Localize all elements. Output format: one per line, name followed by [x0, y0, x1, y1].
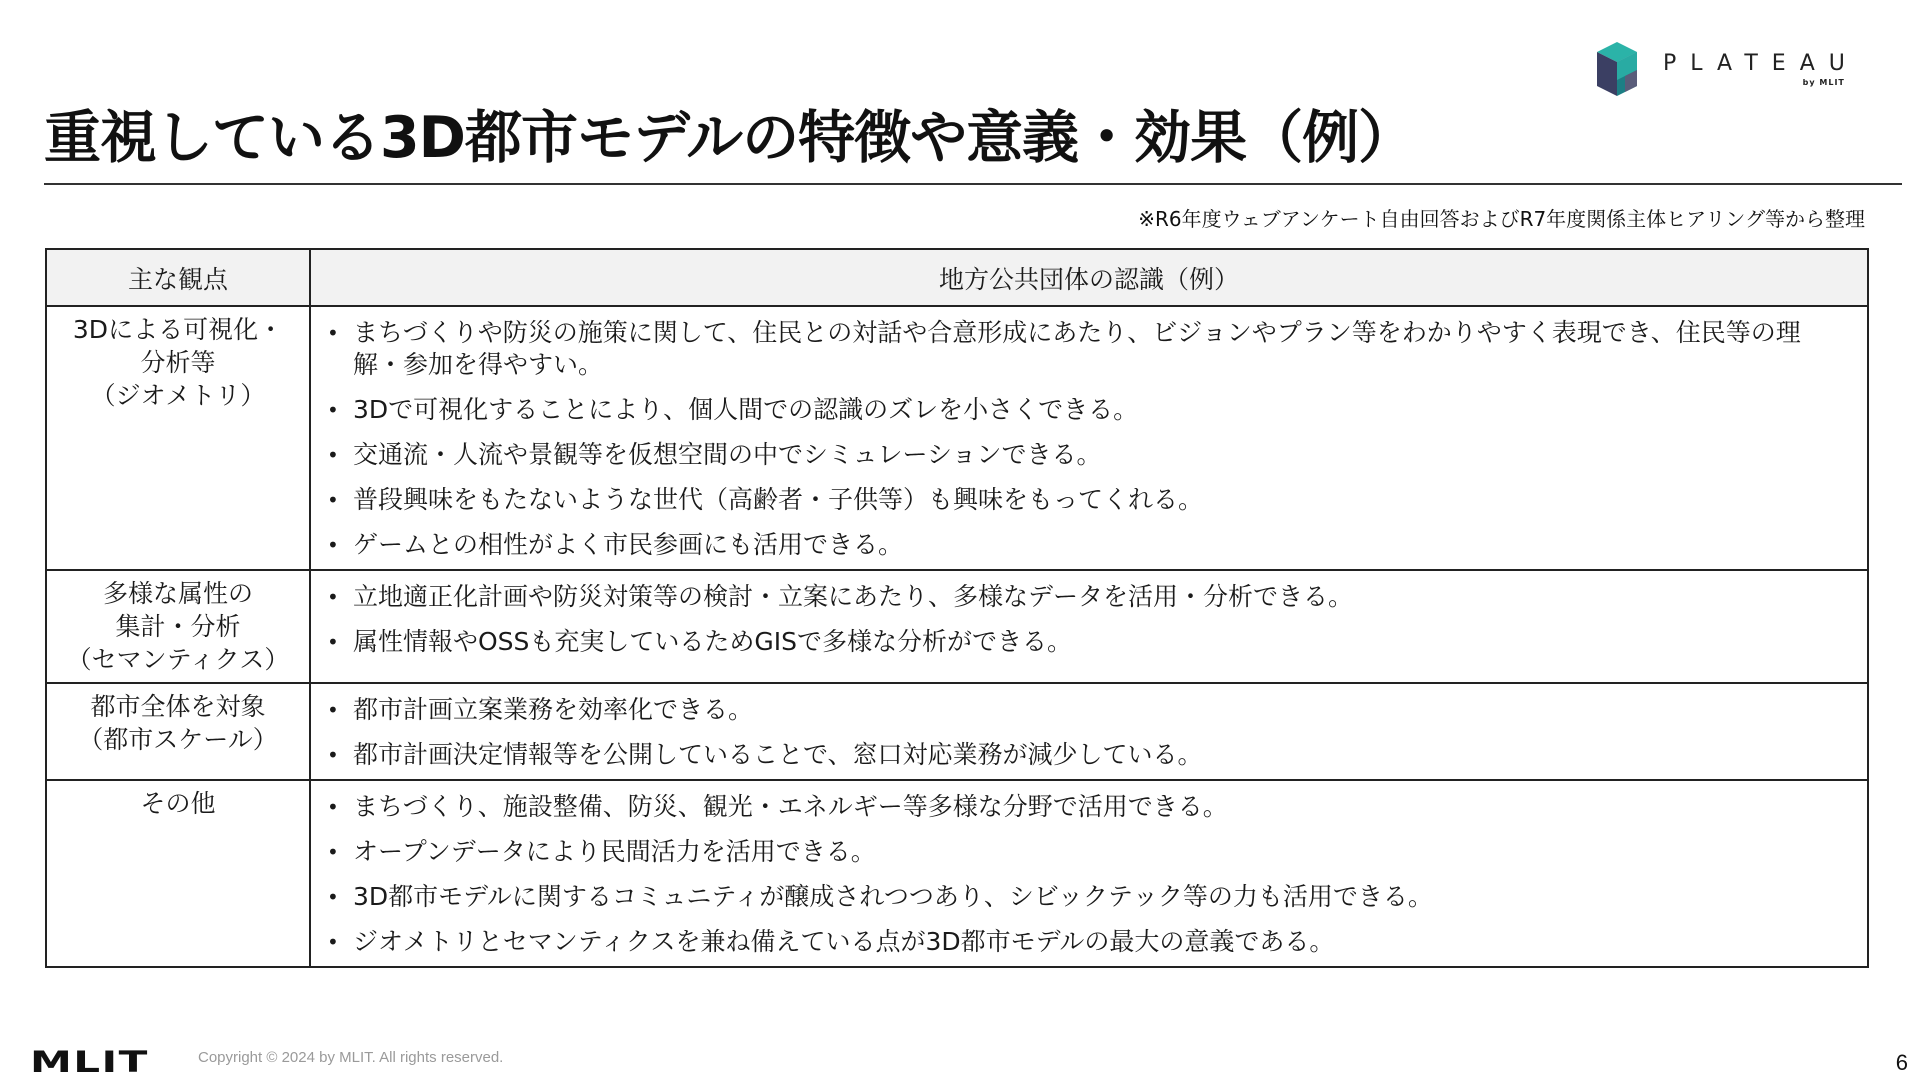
page-title: 重視している3D都市モデルの特徴や意義・効果（例）: [44, 105, 1415, 171]
list-item: [323, 581, 1847, 613]
aspect-cell: 都市全体を対象 （都市スケール）: [46, 683, 310, 780]
recognition-list: [323, 791, 1847, 958]
list-item: [323, 881, 1847, 913]
recognition-list: [323, 694, 1847, 771]
plateau-wordmark: PLATEAU: [1663, 51, 1859, 76]
list-item: [323, 394, 1847, 426]
bullet-icon: •: [327, 795, 339, 819]
bullet-icon: •: [327, 930, 339, 954]
header-recognition: 地方公共団体の認識（例）: [310, 249, 1868, 306]
list-item-text: まちづくり、施設整備、防災、観光・エネルギー等多様な分野で活用できる。: [353, 792, 1228, 821]
bullet-icon: •: [327, 443, 339, 467]
table-row: [46, 570, 1868, 683]
list-item: [323, 484, 1847, 516]
list-item-text: 3D都市モデルに関するコミュニティが醸成されつつあり、シビックテック等の力も活用できる。: [353, 882, 1433, 911]
recognition-list: [323, 317, 1847, 561]
plateau-cube-icon: [1595, 40, 1639, 98]
table-row: [46, 683, 1868, 780]
recognition-cell: [310, 683, 1868, 780]
list-item-text: 交通流・人流や景観等を仮想空間の中でシミュレーションできる。: [353, 440, 1102, 469]
list-item: [323, 836, 1847, 868]
aspect-cell: 多様な属性の 集計・分析 （セマンティクス）: [46, 570, 310, 683]
mlit-logo: MLIT: [30, 1045, 149, 1079]
list-item: [323, 626, 1847, 658]
list-item-text: オープンデータにより民間活力を活用できる。: [353, 837, 876, 866]
bullet-icon: •: [327, 585, 339, 609]
source-note: ※R6年度ウェブアンケート自由回答およびR7年度関係主体ヒアリング等から整理: [1138, 207, 1865, 231]
list-item-text: まちづくりや防災の施策に関して、住民との対話や合意形成にあたり、ビジョンやプラン等をわかりやすく表現でき、住民等の理解・参加を得やすい。: [353, 318, 1801, 379]
table-row: [46, 780, 1868, 967]
bullet-icon: •: [327, 840, 339, 864]
list-item: [323, 739, 1847, 771]
perspectives-table: [45, 248, 1869, 968]
list-item: [323, 926, 1847, 958]
aspect-cell: 3Dによる可視化・ 分析等 （ジオメトリ）: [46, 306, 310, 570]
plateau-byline: by MLIT: [1802, 78, 1845, 87]
page-number: 6: [1895, 1050, 1908, 1075]
copyright-notice: Copyright © 2024 by MLIT. All rights reserved.: [198, 1049, 504, 1066]
recognition-cell: [310, 306, 1868, 570]
bullet-icon: •: [327, 398, 339, 422]
aspect-cell: その他: [46, 780, 310, 967]
header-aspect: 主な観点: [46, 249, 310, 306]
bullet-icon: •: [327, 321, 339, 345]
list-item: [323, 694, 1847, 726]
recognition-cell: [310, 780, 1868, 967]
bullet-icon: •: [327, 488, 339, 512]
table-header-row: [46, 249, 1868, 306]
bullet-icon: •: [327, 743, 339, 767]
list-item: [323, 529, 1847, 561]
bullet-icon: •: [327, 630, 339, 654]
recognition-list: [323, 581, 1847, 658]
bullet-icon: •: [327, 885, 339, 909]
list-item: [323, 317, 1847, 381]
list-item-text: 都市計画決定情報等を公開していることで、窓口対応業務が減少している。: [353, 740, 1203, 769]
list-item-text: 普段興味をもたないような世代（高齢者・子供等）も興味をもってくれる。: [353, 485, 1204, 514]
list-item-text: 都市計画立案業務を効率化できる。: [353, 695, 754, 724]
table-row: [46, 306, 1868, 570]
list-item-text: 立地適正化計画や防災対策等の検討・立案にあたり、多様なデータを活用・分析できる。: [353, 582, 1354, 611]
list-item: [323, 439, 1847, 471]
list-item-text: ゲームとの相性がよく市民参画にも活用できる。: [353, 530, 904, 559]
list-item-text: 3Dで可視化することにより、個人間での認識のズレを小さくできる。: [353, 395, 1139, 424]
bullet-icon: •: [327, 533, 339, 557]
recognition-cell: [310, 570, 1868, 683]
plateau-logo: [1595, 40, 1859, 98]
title-divider: [44, 183, 1902, 185]
list-item-text: 属性情報やOSSも充実しているためGISで多様な分析ができる。: [353, 627, 1073, 656]
bullet-icon: •: [327, 698, 339, 722]
list-item: [323, 791, 1847, 823]
list-item-text: ジオメトリとセマンティクスを兼ね備えている点が3D都市モデルの最大の意義である。: [353, 927, 1335, 956]
